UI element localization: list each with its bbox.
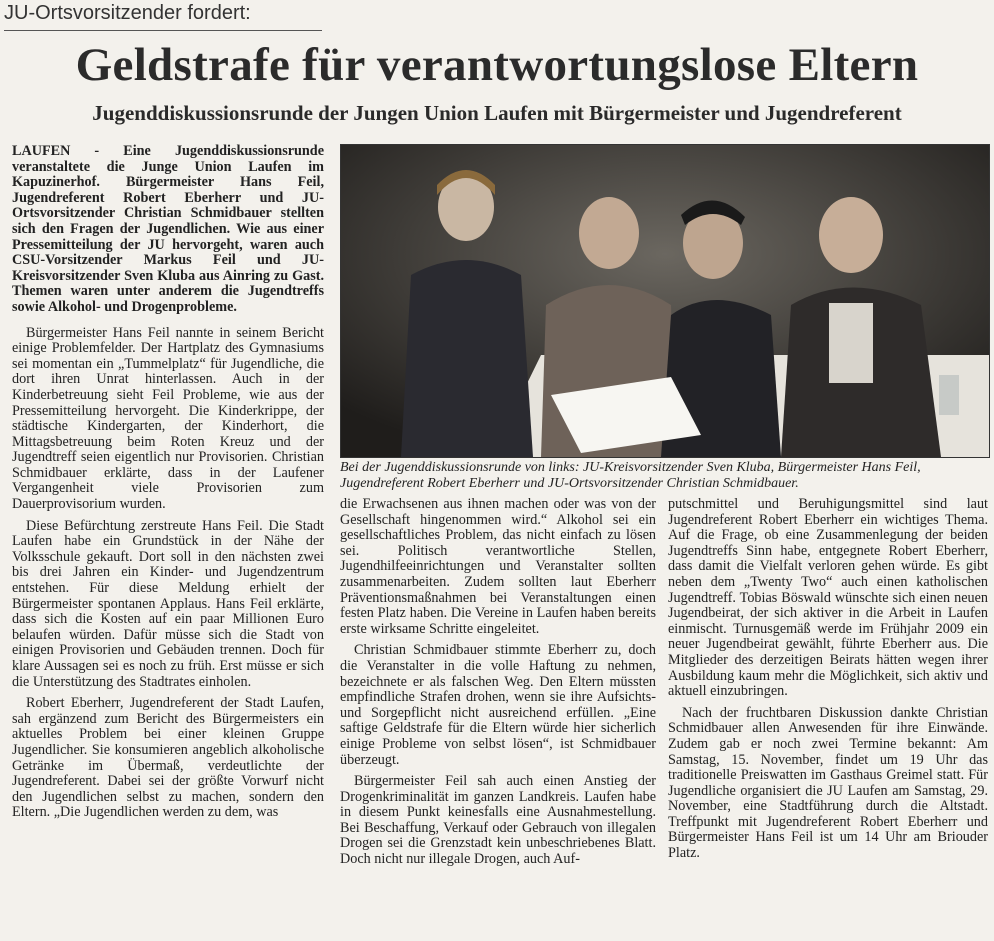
body-paragraph: Christian Schmidbauer stimmte Eberherr zu, doch die Veranstalter in die volle Haftung zu nehmen, bezeichnete er als falschen Weg. Den Eltern müssten empfindliche Strafen drohen, wenn sie ihre Aufsichts- und Sorgepflicht nicht ausreichend erfüllen. „Eine saftige Geldstrafe für die Eltern würde hier sicherlich einige Probleme von selbst lösen“, ist Schmidbauer überzeugt. bbox=[340, 642, 656, 768]
kicker: JU-Ortsvorsitzender fordert: bbox=[4, 2, 251, 24]
body-paragraph: Diese Befürchtung zerstreute Hans Feil. Die Stadt Laufen habe ein Grundstück in der Nähe der Volksschule gekauft. Dort soll in den nächsten zwei bis drei Jahren ein Kinder- und Jugendzentrum entstehen. Für diese Meldung erhielt der Bürgermeister spontanen Applaus. Hans Feil erklärte, dass sich die Kosten auf ein paar Millionen Euro belaufen würden. Dafür müsse sich die Stadt von einigen Provisorien und Gebäuden trennen. Doch für klare Aussagen sei es noch zu früh. Erst müsse er sich die Unterstützung des Stadtrates einholen. bbox=[12, 517, 324, 690]
body-paragraph: Nach der fruchtbaren Diskussion dankte Christian Schmidbauer allen Anwesenden für ihre Einwände. Zudem gab er noch zwei Termine bekannt: Am Samstag, 15. November, findet um 19 Uhr das traditionelle Preiswatten im Gasthaus Greimel statt. Für Jugendliche organisiert die JU Laufen am Samstag, 29. November, eine Stadtführung durch die Altstadt. Treffpunkt mit Jugendreferent Robert Eberherr und Bürgermeister Hans Feil ist um 14 Uhr am Briouder Platz. bbox=[668, 704, 988, 862]
body-paragraph: die Erwachsenen aus ihnen machen oder was von der Gesellschaft hingenommen wird.“ Alkohol sei ein gesellschaftliches Problem, das nicht einfach zu lösen sei. Politisch verantwortliche Stellen, Jugendhilfeeinrichtungen und Veranstalter sollten zusammenarbeiten. Zudem sollten laut Eberherr Präventionsmaßnahmen bei Veranstaltungen einen festen Platz haben. Die Vereine in Laufen haben bereits erste wirksame Schritte eingeleitet. bbox=[340, 496, 656, 637]
body-paragraph: Bürgermeister Feil sah auch einen Anstieg der Drogenkriminalität im ganzen Landkreis. Laufen habe in diesem Punkt keinesfalls eine Ausnahmestellung. Bei Beschaffung, Verkauf oder Gebrauch von illegalen Drogen sei die Grenzstadt kein unbeschriebenes Blatt. Doch nicht nur illegale Drogen, auch Auf- bbox=[340, 773, 656, 868]
photo-illustration bbox=[341, 145, 989, 457]
column-3 bbox=[668, 497, 988, 868]
column-2 bbox=[340, 497, 656, 874]
body-paragraph: putschmittel und Beruhigungsmittel sind laut Jugendreferent Robert Eberherr ein wichtiges Thema. Auf die Frage, ob eine Zusammenlegung der beiden Jugendtreffs Sinn habe, entgegnete Robert Eberherr, dass damit die Vielfalt verloren gehen würde. Es gibt neben dem „Twenty Two“ auch einen katholischen Jugendtreff. Tobias Böswald wünschte sich einen neuen Jugendbeirat, der sich aktiver in die Arbeit in Laufen einmischt. Turnusgemäß werde im Frühjahr 2009 ein neuer Jugendbeirat gewählt, führte Eberherr aus. Die Mitglieder des derzeitigen Beirats hätten wegen ihrer Ausbildung kaum mehr die Möglichkeit, sich aktiv und aktuell einzubringen. bbox=[668, 496, 988, 700]
body-paragraph: Robert Eberherr, Jugendreferent der Stadt Laufen, sah ergänzend zum Bericht des Bürgermeisters ein aktuelles Problem bei einer kleinen Gruppe Jugendlicher. Sie konsumieren angeblich alkoholische Getränke im Übermaß, verdeutlichte der Jugendreferent. Dabei sei der größte Vorwurf nicht den Jugendlichen selbst zu machen, sondern den Eltern. „Die Jugendlichen werden zu dem, was bbox=[12, 695, 324, 821]
body-paragraph: Bürgermeister Hans Feil nannte in seinem Bericht einige Problemfelder. Der Hartplatz des Gymnasiums sei momentan ein „Tummelplatz“ für Jugendliche, die dort ihren Unrat hinterlassen. Auch in der Kinderbetreuung sieht Feil Probleme, wie aus der Pressemitteilung hervorgeht. Die Kinderkrippe, der städtische Kindergarten, der Kinderhort, die Mittagsbetreuung beim Roten Kreuz und der Jugendtreff seien eigentlich nur Provisorien. Christian Schmidbauer erklärte, dass in der Laufener Vergangenheit viele Provisorien zum Dauerprovisorium wurden. bbox=[12, 324, 324, 513]
kicker-rule bbox=[4, 30, 322, 31]
lead-column bbox=[12, 144, 324, 827]
headline: Geldstrafe für verantwortungslose Eltern bbox=[75, 39, 919, 91]
photo-caption: Bei der Jugenddiskussionsrunde von links: JU-Kreisvorsitzender Sven Kluba, Bürgermeister Hans Feil, Jugendreferent Robert Eberherr und JU-Ortsvorsitzender Christian Schmidbauer. bbox=[340, 460, 921, 491]
lead-paragraph: LAUFEN - Eine Jugenddiskussionsrunde veranstaltete die Junge Union Laufen im Kapuzinerhof. Bürgermeister Hans Feil, Jugendreferent Robert Eberherr und JU-Ortsvorsitzender Christian Schmidbauer stellten sich den Fragen der Jugendlichen. Wie aus einer Pressemitteilung der JU hervorgeht, waren auch CSU-Vorsitzender Markus Feil und JU-Kreisvorsitzender Sven Kluba aus Ainring zu Gast. Themen waren unter anderem die Jugendtreffs sowie Alkohol- und Drogenprobleme. bbox=[12, 143, 324, 315]
news-photo bbox=[340, 144, 990, 458]
subheadline: Jugenddiskussionsrunde der Jungen Union Laufen mit Bürgermeister und Jugendreferent bbox=[92, 101, 902, 125]
